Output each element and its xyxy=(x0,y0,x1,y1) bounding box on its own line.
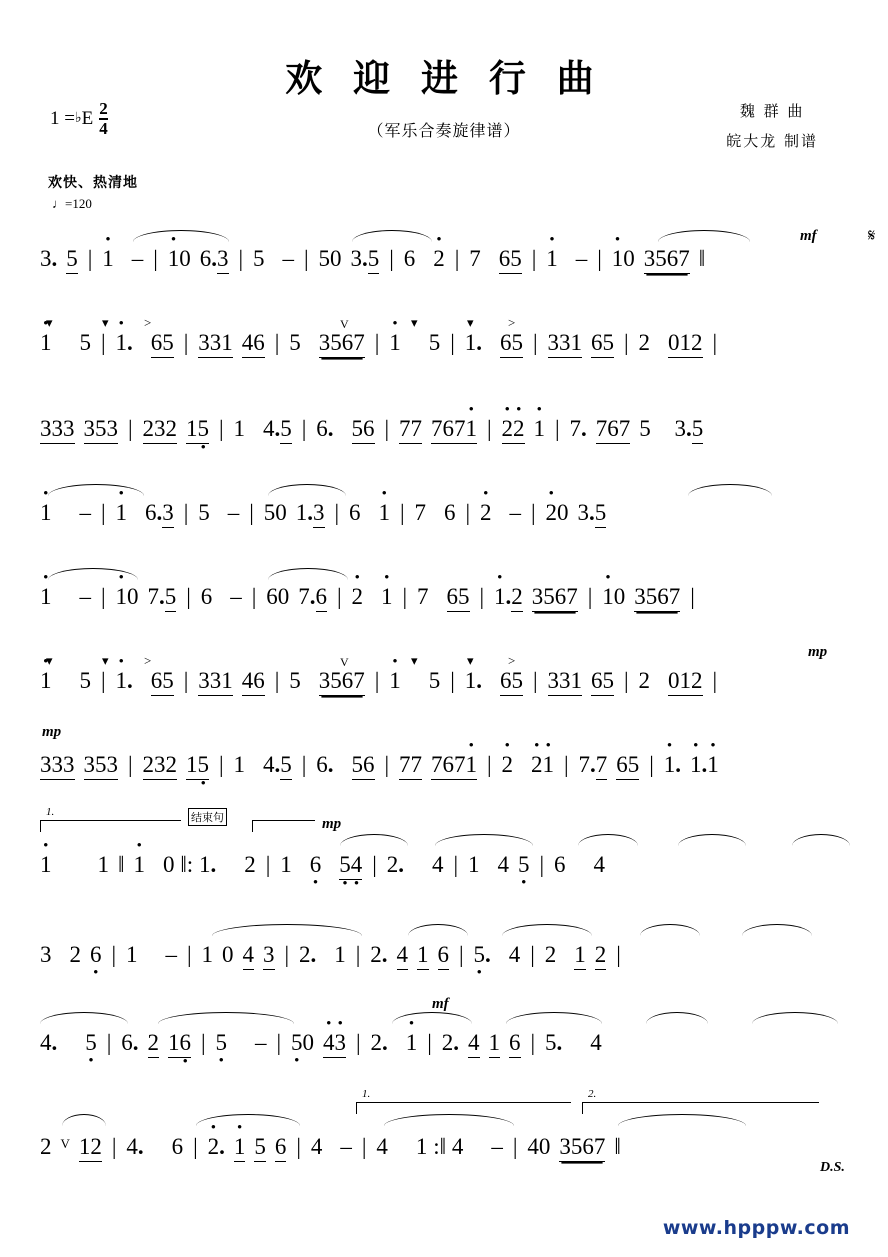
slur xyxy=(502,924,592,936)
ending-bracket-coda xyxy=(252,820,315,832)
ending-label-second: 2. xyxy=(588,1088,597,1100)
slur xyxy=(268,484,346,496)
ending-bracket-second xyxy=(582,1102,819,1114)
music-system-6 xyxy=(40,644,852,708)
system-8-notation: • 1 1 ‖ • 1 0 ‖: 1. 2 | 1 6 • 5 •4 • | 2. 4 | 1 4 5 • | 6 4 xyxy=(40,852,605,880)
page-title: 欢 迎 进 行 曲 xyxy=(285,57,603,100)
music-system-2 xyxy=(40,312,852,370)
slur xyxy=(792,834,850,846)
system-9-notation: 3 2 6 • | 1 – | 1 0 4 3 | 2. 1 | 2. 4 1 6 | 5 •. 4 | 2 1 2 | xyxy=(40,942,625,970)
subtitle: （军乐合奏旋律谱） xyxy=(367,121,521,140)
ending-bracket-first xyxy=(356,1102,571,1114)
dynamic-mf: mf xyxy=(432,996,449,1012)
dynamic-mp: mp xyxy=(322,816,342,832)
slur xyxy=(506,1012,602,1024)
key-accidental: ♭ xyxy=(74,111,82,127)
tempo-marking: ♩=120 xyxy=(52,196,92,211)
meter-numerator: 2 xyxy=(99,99,108,118)
system-3-notation: 333 353 | 232 15 • | 1 4.5 | 6. 56 | 77 767• 1 | • 2• 2 • 1 | 7. 767 5 3.5 xyxy=(40,416,703,444)
dynamic-mp: mp xyxy=(808,644,828,660)
slur xyxy=(578,834,638,846)
system-10-notation: 4. 5 • | 6. 2 16 • | 5 • – | 5 •0 • 4• 3 | 2. • 1 | 2. 4 1 6 | 5. 4 xyxy=(40,1030,602,1058)
system-5-notation: • 1 – | • 10 7.5 | 6 – | 60 7.6 | • 2 • 1 | 7 65 | • 1.2 3567 | • 10 3567 | xyxy=(40,584,699,612)
watermark-text: www.hpppw.com xyxy=(662,1217,850,1239)
time-signature xyxy=(99,100,108,138)
ending-label-1: 1. xyxy=(46,806,55,818)
music-system-4 xyxy=(40,482,852,540)
meter-denominator: 4 xyxy=(99,118,108,138)
articulation-mark: ▾ xyxy=(46,653,53,668)
slur xyxy=(212,924,362,936)
slur xyxy=(646,1012,708,1024)
dynamic-mf: mf xyxy=(800,228,817,244)
articulation-mark: ▾ xyxy=(467,653,474,668)
system-11-notation: 2 $^V$ 12 | 4. 6 | • 2. • 1 5 6 | 4 – | 4 1 :‖ 4 – | 40 3567 ‖ xyxy=(40,1134,624,1162)
segno-icon: 𝄋 xyxy=(868,226,876,246)
key-note: E xyxy=(81,107,94,129)
watermark xyxy=(663,1217,850,1239)
articulation-mark: ▾ xyxy=(102,315,109,330)
slur xyxy=(40,1012,128,1024)
slur xyxy=(618,1114,746,1126)
slur xyxy=(658,230,750,242)
credits xyxy=(726,96,818,156)
slur xyxy=(352,230,432,242)
articulation-mark: ▾ xyxy=(46,315,53,330)
system-2-notation: • 1 5 | • 1. 65 | 331 46 | 5 3567 | • 1 5 | • 1. 65 | 331 65 | 2 012 | xyxy=(40,330,721,358)
music-system-9 xyxy=(40,918,852,976)
breath-mark: V xyxy=(340,317,349,331)
slur xyxy=(688,484,772,496)
slur xyxy=(133,230,229,242)
slur xyxy=(48,568,138,580)
key-signature xyxy=(50,100,108,138)
accent-mark: > xyxy=(144,315,152,330)
dynamic-mp: mp xyxy=(42,724,62,740)
music-system-10 xyxy=(40,996,852,1064)
accent-mark: > xyxy=(508,315,516,330)
music-system-8 xyxy=(40,806,852,888)
music-system-11 xyxy=(40,1088,852,1176)
slur xyxy=(48,484,144,496)
system-7-notation: 333 353 | 232 15 • | 1 4.5 | 6. 56 | 77 767• 1 | • 2 • 2• 1 | 7.7 65 | • 1. • 1.• 1 xyxy=(40,752,719,780)
expression-marking: 欢快、热清地 xyxy=(48,175,138,191)
articulation-mark: ▾ xyxy=(467,315,474,330)
system-1-notation: 3. 5 | • 1 – | • 10 6.3 | 5 – | 50 3.5 | 6 • 2 | 7 65 | • 1 – | • 10 3567 ‖ xyxy=(40,246,709,274)
system-4-notation: • 1 – | • 1 6.3 | 5 – | 50 1.3 | 6 • 1 | 7 6 | • 2 – | • 20 3.5 xyxy=(40,500,606,528)
accent-mark: > xyxy=(508,653,516,668)
articulation-mark: ▾ xyxy=(411,315,418,330)
slur xyxy=(392,1012,472,1024)
ds-mark: D.S. xyxy=(820,1160,845,1175)
slur xyxy=(384,1114,514,1126)
slur xyxy=(678,834,746,846)
articulation-mark: ▾ xyxy=(411,653,418,668)
slur xyxy=(62,1114,106,1126)
coda-tag: 结束句 xyxy=(188,808,227,826)
breath-mark: V xyxy=(340,655,349,669)
slur xyxy=(158,1012,294,1024)
slur xyxy=(408,924,468,936)
articulation-mark: ▾ xyxy=(102,653,109,668)
composer: 魏 群 曲 xyxy=(739,102,805,120)
slur xyxy=(435,834,533,846)
music-system-3 xyxy=(40,398,852,456)
slur xyxy=(268,568,348,580)
slur xyxy=(752,1012,838,1024)
arranger: 皖大龙 制谱 xyxy=(726,132,818,150)
system-6-notation: • 1 5 | • 1. 65 | 331 46 | 5 3567 | • 1 5 | • 1. 65 | 331 65 | 2 012 | xyxy=(40,668,721,696)
slur xyxy=(640,924,700,936)
music-system-5 xyxy=(40,566,852,624)
ending-bracket-1 xyxy=(40,820,181,832)
slur xyxy=(742,924,812,936)
music-system-7 xyxy=(40,724,852,792)
key-label: 1 = xyxy=(50,107,75,129)
ending-label-first: 1. xyxy=(362,1088,371,1100)
music-system-1 xyxy=(40,226,876,286)
slur xyxy=(340,834,408,846)
accent-mark: > xyxy=(144,653,152,668)
